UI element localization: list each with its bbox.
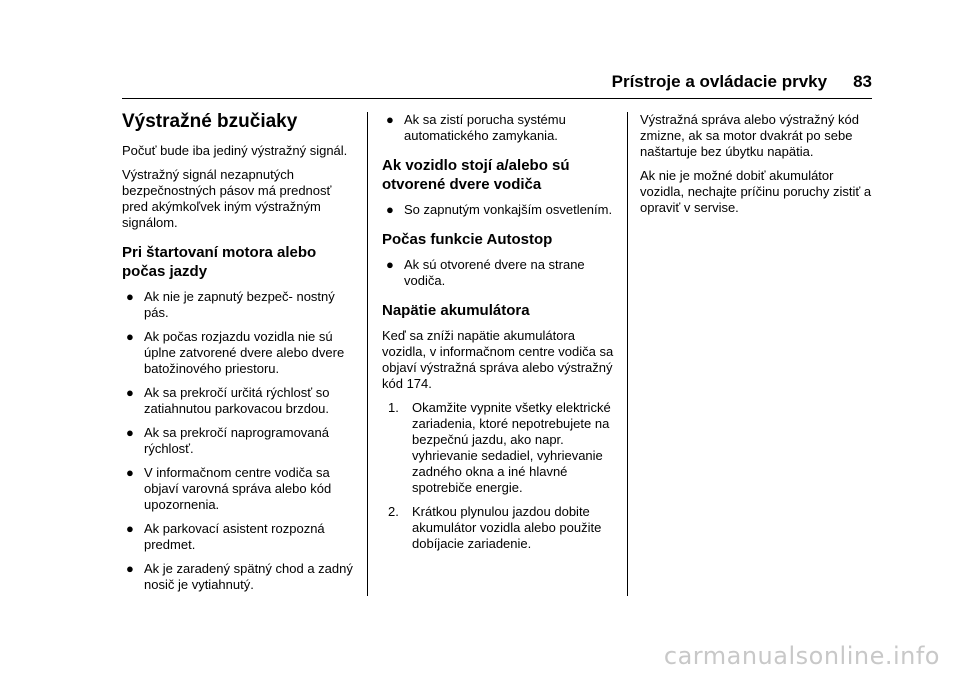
bullet-item bbox=[122, 289, 358, 321]
header-title: Prístroje a ovládacie prvky bbox=[611, 72, 828, 91]
bullet-text: Ak počas rozjazdu vozidla nie sú úplne zatvorené dvere alebo dvere batožinového priestoru. bbox=[144, 329, 345, 376]
column-divider bbox=[367, 112, 368, 596]
bullet-icon: ● bbox=[126, 561, 134, 576]
bullet-icon: ● bbox=[126, 425, 134, 440]
bullet-icon: ● bbox=[386, 112, 394, 127]
bullet-text: Ak sú otvorené dvere na strane vodiča. bbox=[404, 257, 585, 288]
subsection-title: Napätie akumulátora bbox=[382, 302, 530, 319]
bullet-text: So zapnutým vonkajším osvetlením. bbox=[404, 202, 613, 217]
step-number: 2. bbox=[388, 504, 399, 519]
numbered-step bbox=[382, 504, 618, 552]
subsection-title: Počas funkcie Autostop bbox=[382, 231, 553, 248]
paragraph: Počuť bude iba jediný výstražný signál. bbox=[122, 143, 348, 158]
bullet-item bbox=[122, 329, 358, 377]
bullet-icon: ● bbox=[126, 465, 134, 480]
bullet-text: Ak sa prekročí určitá rýchlosť so zatiahnutou parkovacou brzdou. bbox=[144, 385, 330, 416]
column-2 bbox=[382, 112, 618, 560]
step-number: 1. bbox=[388, 400, 399, 415]
bullet-icon: ● bbox=[126, 385, 134, 400]
section-title-warning-chimes: Výstražné bzučiaky bbox=[122, 111, 298, 132]
paragraph: Výstražný signál nezapnutých bezpečnostných pásov má prednosť pred akýmkoľvek iným výstražným signálom. bbox=[122, 167, 332, 230]
bullet-text: Ak sa prekročí naprogramovaná rýchlosť. bbox=[144, 425, 329, 456]
paragraph: Výstražná správa alebo výstražný kód zmizne, ak sa motor dvakrát po sebe naštartuje bez úbytku napätia. bbox=[640, 112, 859, 159]
bullet-icon: ● bbox=[126, 329, 134, 344]
step-text: Okamžite vypnite všetky elektrické zariadenia, ktoré nepotrebujete na bezpečnú jazdu, ako napr. vyhrievanie sedadiel, vyhrievanie zadného okna a iné hlavné spotrebiče energie. bbox=[412, 400, 611, 495]
bullet-text: Ak sa zistí porucha systému automatického zamykania. bbox=[404, 112, 566, 143]
subsection-title: Pri štartovaní motora alebo počas jazdy bbox=[122, 244, 317, 280]
bullet-item bbox=[122, 385, 358, 417]
bullet-text: Ak je zaradený spätný chod a zadný nosič je vytiahnutý. bbox=[144, 561, 353, 592]
column-divider bbox=[627, 112, 628, 596]
bullet-item bbox=[122, 521, 358, 553]
bullet-item bbox=[122, 465, 358, 513]
bullet-item bbox=[122, 425, 358, 457]
step-text: Krátkou plynulou jazdou dobite akumulátor vozidla alebo použite dobíjacie zariadenie. bbox=[412, 504, 602, 551]
column-1 bbox=[122, 108, 358, 601]
bullet-item bbox=[382, 112, 618, 144]
bullet-icon: ● bbox=[386, 257, 394, 272]
bullet-text: V informačnom centre vodiča sa objaví varovná správa alebo kód upozornenia. bbox=[144, 465, 332, 512]
watermark: carmanualsonline.info bbox=[663, 642, 940, 670]
paragraph: Keď sa zníži napätie akumulátora vozidla, v informačnom centre vodiča sa objaví výstražná správa alebo výstražný kód 174. bbox=[382, 328, 614, 391]
bullet-icon: ● bbox=[126, 521, 134, 536]
bullet-icon: ● bbox=[126, 289, 134, 304]
bullet-item bbox=[382, 202, 618, 218]
paragraph: Ak nie je možné dobiť akumulátor vozidla, nechajte príčinu poruchy zistiť a opraviť v servise. bbox=[640, 168, 872, 215]
bullet-text: Ak parkovací asistent rozpozná predmet. bbox=[144, 521, 325, 552]
bullet-item bbox=[122, 561, 358, 593]
column-3 bbox=[640, 112, 876, 224]
subsection-title: Ak vozidlo stojí a/alebo sú otvorené dvere vodiča bbox=[382, 157, 570, 193]
bullet-item bbox=[382, 257, 618, 289]
bullet-text: Ak nie je zapnutý bezpeč‐ nostný pás. bbox=[144, 289, 335, 320]
page-number: 83 bbox=[853, 72, 872, 91]
numbered-step bbox=[382, 400, 618, 496]
header-rule bbox=[122, 98, 872, 99]
page-header bbox=[612, 72, 872, 92]
bullet-icon: ● bbox=[386, 202, 394, 217]
